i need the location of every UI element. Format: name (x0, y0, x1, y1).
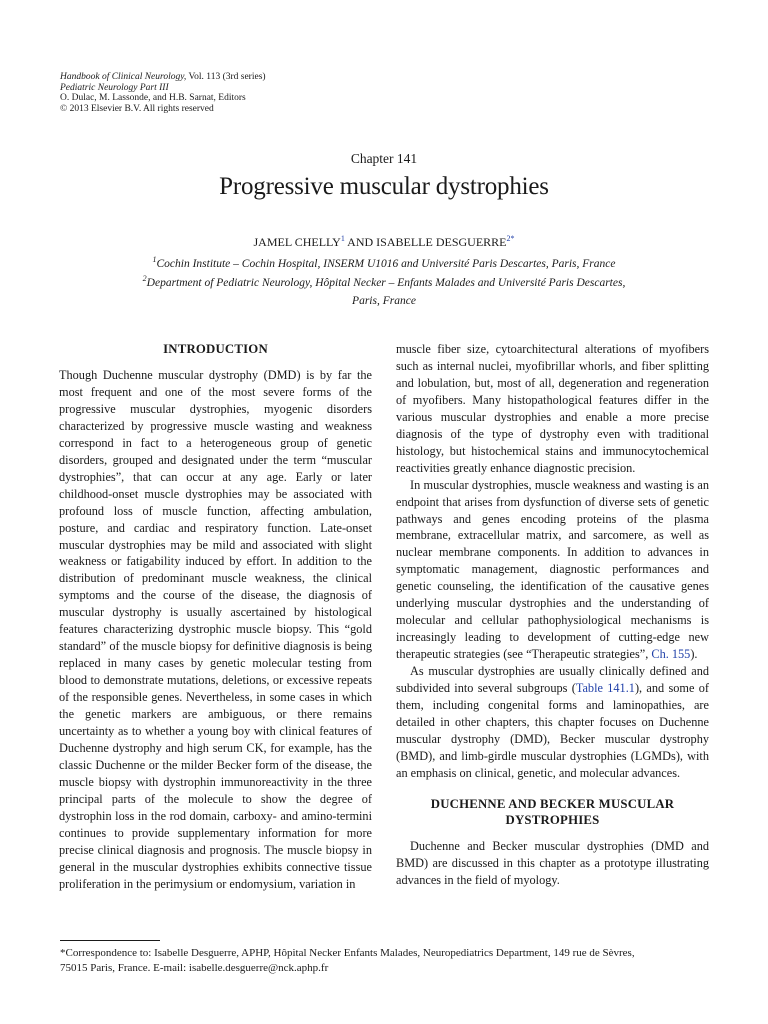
author-2-affiliation-link[interactable]: 2 (506, 234, 511, 243)
table-141-1-link[interactable]: Table 141.1 (575, 681, 635, 696)
affiliation-2-text-line2: Paris, France (352, 294, 416, 307)
affiliation-2 (0, 270, 768, 310)
header-copyright: © 2013 Elsevier B.V. All rights reserved (60, 103, 214, 114)
right-column (396, 341, 709, 889)
author-1: JAMEL CHELLY (253, 235, 341, 249)
affiliation-2-text-line1: Department of Pediatric Neurology, Hôpital Necker – Enfants Malades and Université Paris Descartes, (146, 276, 626, 289)
header-series-line (60, 72, 266, 83)
affiliation-1-text: Cochin Institute – Cochin Hospital, INSERM U1016 and Université Paris Descartes, Paris, France (156, 257, 616, 270)
header-part: Pediatric Neurology Part III (60, 82, 169, 93)
header-series-title: Handbook of Clinical Neurology, (60, 72, 187, 82)
left-column (59, 341, 372, 893)
chapter-label: Chapter 141 (350, 151, 418, 166)
correspondence-mark[interactable]: * (510, 234, 515, 243)
introduction-paragraph-3-end: ), and some of them, including congenital forms and laminopathies, are detailed in other chapters, this chapter focuses on Duchenne muscular dystrophy (DMD), Becker muscular dystrophy (BMD), and limb-girdle muscular dystrophies (LGMDs), with an emphasis on clinical, genetic, and molecular advances. (396, 681, 709, 780)
author-line (0, 234, 768, 250)
author-connector: AND ISABELLE DESGUERRE (344, 235, 507, 249)
duchenne-heading-line2: DYSTROPHIES (505, 812, 600, 827)
author-1-affiliation-link[interactable]: 1 (340, 234, 345, 243)
introduction-paragraph-2 (396, 477, 709, 663)
duchenne-paragraph-1: Duchenne and Becker muscular dystrophies (DMD and BMD) are discussed in this chapter as a prototype illustrating advances in the field of myology. (396, 838, 709, 887)
affiliation-1-number: 1 (152, 255, 157, 264)
introduction-paragraph-2-text: In muscular dystrophies, muscle weakness and wasting is an endpoint that arises from dysfunction of diverse sets of genetic pathways and genes encoding proteins of the plasma membrane, extracellular matrix, and sarcomere, as well as nuclear membrane components. In addition to advances in symptomatic management, diagnostic performances and genetic counseling, the identification of the causative genes underlying muscular dystrophies and the understanding of molecular and cellular pathophysiological mechanisms is increasingly leading to development of cutting-edge new therapeutic strategies (see “Therapeutic strategies”, (396, 477, 709, 662)
duchenne-becker-heading (396, 796, 709, 828)
introduction-paragraph-3-start: As muscular dystrophies are usually clinically defined and subdivided into several subgroups ( (396, 664, 709, 696)
chapter-155-link[interactable]: Ch. 155 (651, 647, 691, 662)
introduction-paragraph-3 (396, 663, 709, 782)
page-title: Progressive muscular dystrophies (219, 173, 549, 200)
affiliation-2-number: 2 (142, 274, 147, 283)
introduction-heading: INTRODUCTION (163, 342, 268, 356)
introduction-paragraph-1: Though Duchenne muscular dystrophy (DMD) is by far the most frequent and one of the most severe forms of the progressive muscular dystrophies, myogenic disorders characterized by progressive muscle wasting and weakness correspond in fact to a heterogeneous group of genetic disorders, grouped and designated under the term “muscular dystrophies”, that can occur at any age. Early or later childhood-onset muscle dystrophies may be associated with profound loss of muscle function, affecting ambulation, posture, and cardiac and respiratory function. Late-onset muscular dystrophies may be mild and associated with slight weakness or fatigability induced by effort. In addition to the distribution of predominant muscle weakness, the clinical symptoms and the course of the disease, the diagnosis of muscular dystrophy is usually ascertained by histological features characterizing dystrophic muscle biopsy. This “gold standard” of the muscle biopsy for definitive diagnosis is being replaced in many cases by genetic molecular testing from blood to demonstrate mutations, deletions, or excessive repeats of the responsible genes. Nevertheless, in some cases in which the genetic markers are ambiguous, or there remains uncertainty as to whether a young boy with clinical features of Duchenne dystrophy and high serum CK, for example, has the classic Duchenne or the milder Becker form of the disease, the muscle biopsy with dystrophin immunoreactivity in the three principal parts of the molecule to show the degree of dystrophin loss in the rod domain, carboxy- and amino-termini continues to provide supplementary information for more precise clinical diagnosis and prognosis. The muscle biopsy in general in the muscular dystrophies exhibits connective tissue proliferation in the perimysium or endomysium, variation in (59, 368, 372, 891)
footnote-line-1: *Correspondence to: Isabelle Desguerre, APHP, Hôpital Necker Enfants Malades, Neuropediatrics Department, 149 rue de Sèvres, (60, 947, 635, 959)
header-series-volume: Vol. 113 (3rd series) (186, 72, 266, 82)
book-header (60, 72, 266, 114)
introduction-paragraph-1-continued: muscle fiber size, cytoarchitectural alterations of myofibers such as internal nuclei, myofibrillar whorls, and fiber splitting and lobulation, but, most of all, degeneration and regeneration of myofibers. Many histopathological features differ in the various muscular dystrophies and enable a more precise diagnosis of the type of dystrophy even with traditional histology, but histochemical stains and immunocytochemical reactivities greatly enhance diagnostic precision. (396, 342, 709, 475)
header-editors: O. Dulac, M. Lassonde, and H.B. Sarnat, Editors (60, 93, 246, 103)
correspondence-footnote (60, 946, 710, 976)
footnote-line-2[interactable]: 75015 Paris, France. E-mail: isabelle.desguerre@nck.aphp.fr (60, 962, 329, 974)
duchenne-heading-line1: DUCHENNE AND BECKER MUSCULAR (430, 796, 675, 811)
introduction-paragraph-2-end: ). (690, 647, 698, 662)
footnote-divider (60, 940, 160, 941)
